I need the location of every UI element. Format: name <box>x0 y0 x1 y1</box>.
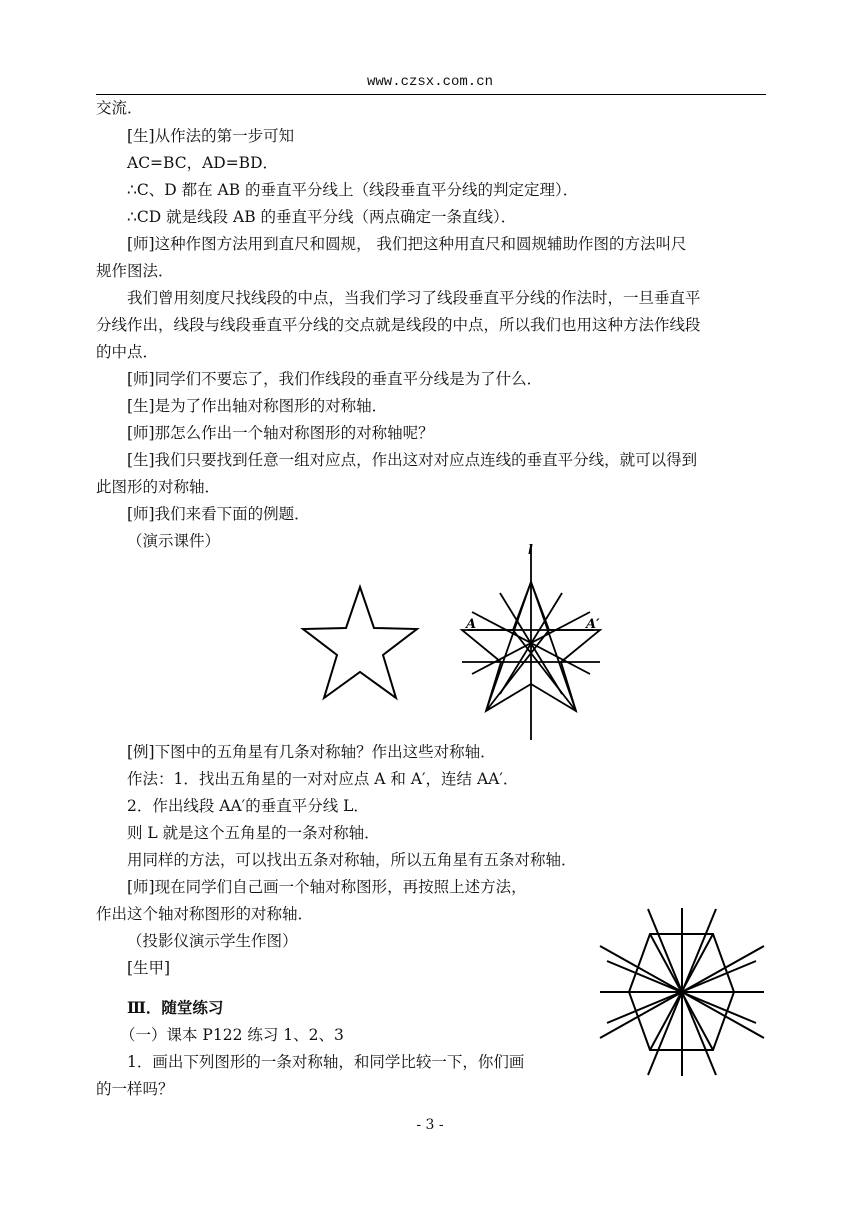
text-line-25: （投影仪演示学生作图） <box>127 932 298 950</box>
text-line-23: [师]现在同学们自己画一个轴对称图形，再按照上述方法， <box>127 878 527 896</box>
page-number: - 3 - <box>416 1117 444 1133</box>
text-line-10: 的中点． <box>96 343 159 361</box>
text-line-12: [生]是为了作出轴对称图形的对称轴． <box>127 397 388 415</box>
text-line-13: [师]那怎么作出一个轴对称图形的对称轴呢？ <box>127 424 434 442</box>
text-line-1: 交流． <box>96 99 143 117</box>
text-line-3: AC=BC，AD=BD． <box>127 154 279 172</box>
text-line-29: 1．画出下列图形的一条对称轴，和同学比较一下，你们画 <box>127 1053 525 1071</box>
point-label-a-prime: A′ <box>586 617 600 632</box>
text-line-2: [生]从作法的第一步可知 <box>127 127 295 145</box>
star-plain <box>303 587 417 698</box>
text-line-24: 作出这个轴对称图形的对称轴． <box>96 905 314 923</box>
section-heading: Ⅲ．随堂练习 <box>127 998 224 1017</box>
text-line-8: 我们曾用刻度尺找线段的中点，当我们学习了线段垂直平分线的作法时，一旦垂直平 <box>127 289 701 307</box>
text-line-19: 作法：1．找出五角星的一对对应点 A 和 A′，连结 AA′． <box>127 770 519 788</box>
text-line-16: [师]我们来看下面的例题． <box>127 505 310 523</box>
text-line-5: ∴CD 就是线段 AB 的垂直平分线（两点确定一条直线）． <box>127 208 517 226</box>
text-line-18: [例]下图中的五角星有几条对称轴？作出这些对称轴． <box>127 743 496 761</box>
text-line-4: ∴C、D 都在 AB 的垂直平分线上（线段垂直平分线的判定定理）． <box>127 181 579 199</box>
text-line-7: 规作图法． <box>96 262 174 280</box>
text-line-14: [生]我们只要找到任意一组对应点，作出这对对应点连线的垂直平分线，就可以得到 <box>127 451 698 469</box>
text-line-15: 此图形的对称轴． <box>96 478 221 496</box>
point-label-a: A <box>466 617 477 632</box>
text-line-22: 用同样的方法，可以找出五条对称轴，所以五角星有五条对称轴． <box>127 851 577 869</box>
star-with-axes <box>462 548 600 740</box>
text-line-30: 的一样吗？ <box>96 1080 174 1098</box>
star-figures <box>270 538 610 740</box>
text-line-20: 2．作出线段 AA′的垂直平分线 L． <box>127 797 369 815</box>
text-line-6: [师]这种作图方法用到直尺和圆规， 我们把这种用直尺和圆规辅助作图的方法叫尺 <box>127 235 687 253</box>
hexagon-figure <box>592 906 772 1086</box>
text-line-28: （一）课本 P122 练习 1、2、3 <box>120 1026 344 1044</box>
text-line-17: （演示课件） <box>127 532 221 550</box>
text-line-26: [生甲] <box>127 959 171 977</box>
page-header-url: www.czsx.com.cn <box>366 74 494 90</box>
text-line-9: 分线作出，线段与线段垂直平分线的交点就是线段的中点，所以我们也用这种方法作线段 <box>96 316 701 334</box>
text-line-11: [师]同学们不要忘了，我们作线段的垂直平分线是为了什么． <box>127 370 543 388</box>
header-rule <box>96 94 766 95</box>
axis-label-l: l <box>528 543 533 558</box>
text-line-21: 则 L 就是这个五角星的一条对称轴． <box>127 824 380 842</box>
